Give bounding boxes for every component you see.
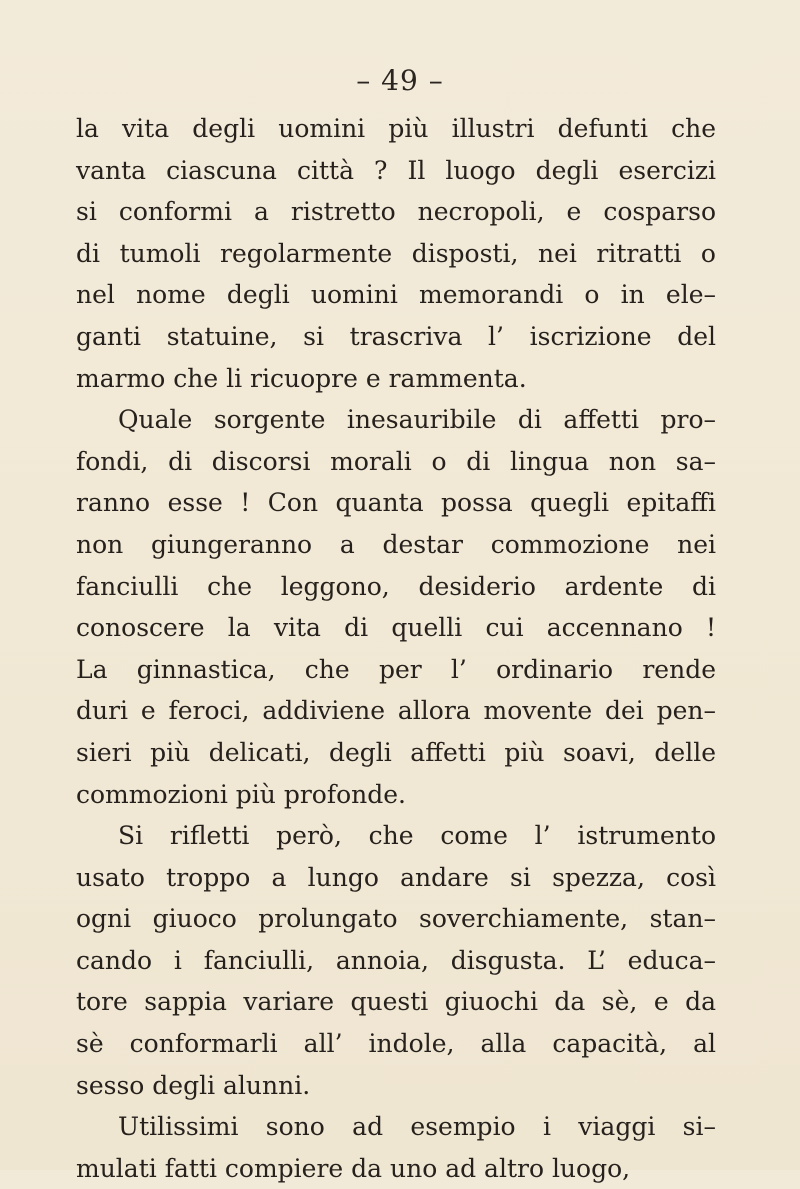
text-line: sesso degli alunni.	[76, 1070, 311, 1100]
text-line: ganti statuine, si trascriva l’ iscrizione del	[76, 321, 716, 351]
text-line: usato troppo a lungo andare si spezza, così	[76, 862, 716, 892]
text-line: fondi, di discorsi morali o di lingua non sa–	[76, 446, 716, 476]
text-line: sè conformarli all’ indole, alla capacità, al	[76, 1029, 716, 1059]
text-line: commozioni più profonde.	[76, 779, 406, 809]
text-line: fanciulli che leggono, desiderio ardente di	[76, 571, 716, 601]
text-line: ogni giuoco prolungato soverchiamente, stan–	[76, 904, 716, 934]
page-number: – 49 –	[356, 64, 444, 97]
text-line: di tumoli regolarmente disposti, nei ritratti o	[76, 238, 716, 268]
text-line: la vita degli uomini più illustri defunti che	[76, 114, 716, 143]
text-line: si conformi a ristretto necropoli, e cosparso	[76, 197, 716, 227]
text-line: conoscere la vita di quelli cui accennano !	[76, 613, 716, 643]
text-line: La ginnastica, che per l’ ordinario rende	[76, 654, 716, 684]
text-line: vanta ciascuna città ? Il luogo degli esercizi	[76, 155, 716, 185]
body-text	[76, 108, 716, 1189]
text-line: nel nome degli uomini memorandi o in ele–	[76, 280, 716, 310]
text-line: Quale sorgente inesauribile di affetti pro–	[118, 405, 716, 435]
text-line: Si rifletti però, che come l’ istrumento	[118, 821, 716, 851]
text-line: non giungeranno a destar commozione nei	[76, 529, 716, 559]
text-line: mulati fatti compiere da uno ad altro luogo,	[76, 1153, 631, 1183]
text-line: sieri più delicati, degli affetti più soavi, delle	[76, 737, 716, 767]
text-line: duri e feroci, addiviene allora movente dei pen–	[76, 696, 716, 726]
text-line: cando i fanciulli, annoia, disgusta. L’ educa–	[76, 945, 716, 975]
text-line: marmo che li ricuopre e rammenta.	[76, 363, 527, 393]
text-line: ranno esse ! Con quanta possa quegli epitaffi	[76, 488, 716, 518]
text-line: tore sappia variare questi giuochi da sè, e da	[76, 987, 716, 1017]
text-line: Utilissimi sono ad esempio i viaggi si–	[118, 1112, 716, 1142]
